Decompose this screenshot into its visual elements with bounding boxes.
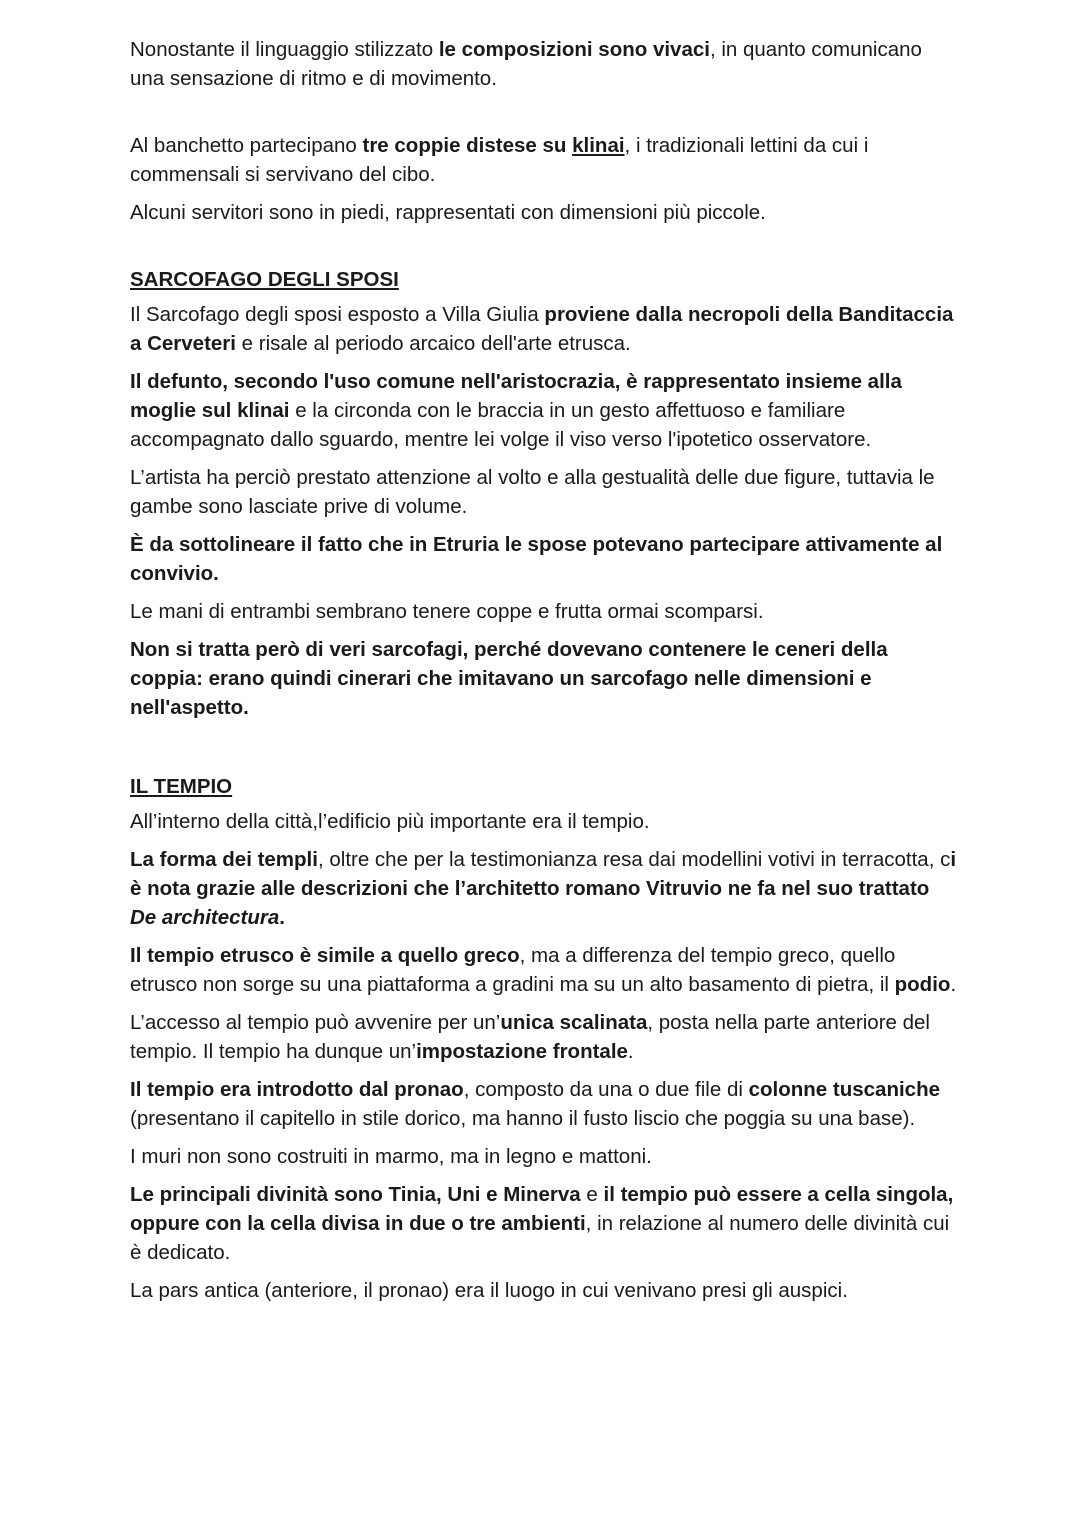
text-run: Il defunto, secondo l'uso comune nell'aristocrazia, è rappresentato insieme alla moglie sul klinai	[130, 370, 902, 422]
text-run: Le principali divinità sono Tinia, Uni e Minerva	[130, 1183, 581, 1206]
text-run: il tempio può essere a cella singola, oppure con la cella divisa in due o tre ambienti	[130, 1183, 954, 1235]
text-run: , in relazione al numero delle divinità cui è dedicato.	[130, 1212, 950, 1264]
section-heading-sarcofago: SARCOFAGO DEGLI SPOSI	[130, 268, 399, 291]
text-run: e	[580, 1183, 604, 1206]
text-run: , posta nella parte anteriore del tempio. Il tempio ha dunque un’	[130, 1011, 930, 1063]
text-run: (presentano il capitello in stile dorico, ma hanno il fusto liscio che poggia su una base).	[130, 1107, 916, 1130]
text-run: .	[950, 973, 957, 996]
text-run: Le mani di entrambi sembrano tenere coppe e frutta ormai scomparsi.	[130, 600, 764, 623]
text-run: tre coppie distese su	[362, 134, 573, 157]
text-run: , composto da una o due file di	[463, 1078, 749, 1101]
text-run: le composizioni sono vivaci	[438, 38, 710, 61]
paragraph	[130, 1142, 960, 1171]
text-run: I muri non sono costruiti in marmo, ma in legno e mattoni.	[130, 1145, 652, 1168]
paragraph	[130, 1180, 960, 1267]
text-run: impostazione frontale	[416, 1040, 628, 1063]
text-run: La forma dei templi	[130, 848, 318, 871]
text-run: .	[627, 1040, 634, 1063]
paragraph	[130, 597, 960, 626]
paragraph	[130, 941, 960, 999]
section-heading-tempio: IL TEMPIO	[130, 775, 233, 798]
paragraph	[130, 807, 960, 836]
text-run: Nonostante il linguaggio stilizzato	[130, 38, 439, 61]
paragraph	[130, 367, 960, 454]
text-run: , ma a differenza del tempio greco, quello etrusco non sorge su una piattaforma a gradini ma su un alto basamento di pietra, il	[130, 944, 896, 996]
text-run: colonne tuscaniche	[748, 1078, 941, 1101]
text-run: Al banchetto partecipano	[130, 134, 363, 157]
paragraph	[130, 845, 960, 932]
paragraph	[130, 1008, 960, 1066]
text-run: proviene dalla necropoli della Banditaccia a Cerveteri	[130, 303, 954, 355]
text-run: klinai	[572, 134, 625, 157]
paragraph	[130, 463, 960, 521]
text-run: Il tempio era introdotto dal pronao	[130, 1078, 464, 1101]
text-run: Il Sarcofago degli sposi esposto a Villa Giulia	[130, 303, 545, 326]
paragraph	[130, 35, 960, 93]
document-page	[130, 35, 960, 1314]
text-run: È da sottolineare il fatto che in Etruria le spose potevano partecipare attivamente al convivio.	[130, 533, 943, 585]
text-run: .	[279, 906, 285, 929]
paragraph	[130, 635, 960, 722]
text-run: Il tempio etrusco è simile a quello greco	[130, 944, 520, 967]
paragraph	[130, 530, 960, 588]
text-run: , in quanto comunicano una sensazione di ritmo e di movimento.	[130, 38, 922, 90]
text-run: De architectura	[130, 906, 280, 929]
paragraph	[130, 198, 960, 227]
text-run: , i tradizionali lettini da cui i commensali si servivano del cibo.	[130, 134, 869, 186]
paragraph	[130, 1276, 960, 1305]
text-run: unica scalinata	[500, 1011, 648, 1034]
text-run: e risale al periodo arcaico dell'arte etrusca.	[235, 332, 631, 355]
text-run: L’accesso al tempio può avvenire per un’	[130, 1011, 501, 1034]
text-run: Alcuni servitori sono in piedi, rappresentati con dimensioni più piccole.	[130, 201, 766, 224]
text-run: Non si tratta però di veri sarcofagi, perché dovevano contenere le ceneri della coppia: erano quindi cinerari che imitavano un sarcofago nelle dimensioni e nell'aspetto.	[130, 638, 888, 719]
text-run: i è nota grazie alle descrizioni che l’architetto romano Vitruvio ne fa nel suo trattato	[130, 848, 957, 900]
text-run: All’interno della città,l’edificio più importante era il tempio.	[130, 810, 650, 833]
text-run: podio	[894, 973, 951, 996]
text-run: La pars antica (anteriore, il pronao) era il luogo in cui venivano presi gli auspici.	[130, 1279, 848, 1302]
paragraph	[130, 1075, 960, 1133]
paragraph	[130, 300, 960, 358]
text-run: , oltre che per la testimonianza resa dai modellini votivi in terracotta, c	[317, 848, 951, 871]
paragraph	[130, 131, 960, 189]
text-run: e la circonda con le braccia in un gesto affettuoso e familiare accompagnato dallo sguardo, mentre lei volge il viso verso l'ipotetico osservatore.	[130, 399, 872, 451]
text-run: L’artista ha perciò prestato attenzione al volto e alla gestualità delle due figure, tuttavia le gambe sono lasciate prive di volume.	[130, 466, 935, 518]
